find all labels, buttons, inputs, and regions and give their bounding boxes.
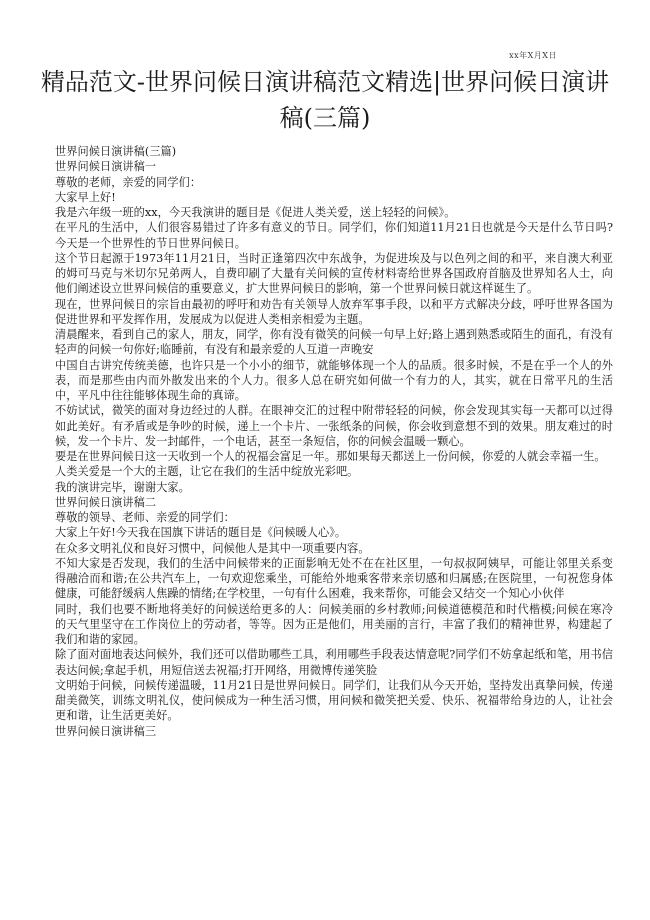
paragraph: 文明始于问候，问候传递温暖，11月21日是世界问候日。同学们，让我们从今天开始，坚持发出真挚问候，传递甜美微笑，训练文明礼仪，使问候成为一种生活习惯，用问候和微笑把关爱、快乐、祝福带给身边的人，让社会更和谐，让生活更美好。 [55,678,613,723]
paragraph: 尊敬的老师，亲爱的同学们： [55,175,202,189]
paragraph: 不妨试试，微笑的面对身边经过的人群。在眼神交汇的过程中附带轻轻的问候，你会发现其实每一天都可以过得如此美好。有矛盾或是争吵的时候，递上一个卡片、一张纸条的问候，你会收到意想不到的效果。朋友难过的时候，发一个卡片、发一封邮件，一个电话，甚至一条短信，你的问候会温暖一颗心。 [55,404,613,448]
document-title: 精品范文-世界问候日演讲稿范文精选|世界问候日演讲稿(三篇) [40,68,610,132]
document-body [55,144,613,739]
paragraph: 世界问候日演讲稿二 [55,495,157,509]
paragraph: 要是在世界问候日这一天收到一个人的祝福会富足一年。那如果每天都送上一份问候，你爱的人就会幸福一生。 [55,450,606,463]
paragraph: 世界问候日演讲稿(三篇) [55,145,177,158]
document-date: xx年X月X日 [509,51,557,60]
paragraph: 我是六年级一班的xx，今天我演讲的题目是《促进人类关爱，送上轻轻的问候》。 [55,206,456,219]
paragraph: 大家上午好!今天我在国旗下讲话的题目是《问候暖人心》。 [55,526,347,540]
paragraph: 大家早上好! [55,190,116,204]
paragraph: 现在，世界问候日的宗旨由最初的呼吁和劝告有关领导人放弃军事手段，以和平方式解决分歧，呼吁世界各国为促进世界和平发挥作用，发展成为以促进人类相亲相爱为主题。 [55,297,613,326]
paragraph: 我的演讲完毕，谢谢大家。 [55,480,190,494]
paragraph: 不知大家是否发现，我们的生活中问候带来的正面影响无处不在在社区里，一句叔叔阿姨早，可能让邻里关系变得融洽而和谐;在公共汽车上，一句欢迎您乘坐，可能给外地乘客带来亲切感和归属感;在医院里，一句祝您身体健康，可能舒缓病人焦躁的情绪;在学校里，一句有什么困难，我来帮你，可能会又结交一个知心小伙伴 [55,556,613,601]
paragraph: 同时，我们也要不断地将美好的问候送给更多的人：问候美丽的乡村教师;问候道德模范和时代楷模;问候在寒冷的天气里坚守在工作岗位上的劳动者，等等。因为正是他们，用美丽的言行，丰富了我们的精神世界，构建起了我们和谐的家园。 [55,602,613,646]
paragraph: 这个节日起源于1973年11月21日，当时正逢第四次中东战争，为促进埃及与以色列之间的和平，来自澳大利亚的姆可马克与米切尔兄弟两人，自费印刷了大量有关问候的宣传材料寄给世界各国政府首脑及世界知名人士，向他们阐述设立世界问候信的重要意义，扩大世界问候日的影响，第一个世界问候日就这样诞生了。 [55,251,613,296]
paragraph: 世界问候日演讲稿一 [55,160,157,174]
paragraph: 世界问候日演讲稿三 [55,724,157,738]
paragraph: 中国自古讲究传统美德，也许只是一个小小的细节，就能够体现一个人的品质。很多时候，不是在乎一个人的外表，而是那些由内而外散发出来的个人力。很多人总在研究如何做一个有力的人，其实，就在日常平凡的生活中，平凡中往往能够体现生命的真谛。 [55,358,613,402]
paragraph: 在平凡的生活中，人们很容易错过了许多有意义的节日。同学们，你们知道11月21日也就是今天是什么节日吗?今天是一个世界性的节日世界问候日。 [55,221,613,250]
paragraph: 人类关爱是一个大的主题，让它在我们的生活中绽放光彩吧。 [55,465,359,479]
paragraph: 在众多文明礼仪和良好习惯中，问候他人是其中一项重要内容。 [55,541,370,555]
paragraph: 尊敬的领导、老师、亲爱的同学们： [55,511,235,524]
paragraph: 除了面对面地表达问候外，我们还可以借助哪些工具，利用哪些手段表达情意呢?同学们不妨拿起纸和笔，用书信表达问候;拿起手机，用短信送去祝福;打开网络，用微博传递笑脸 [55,648,613,677]
paragraph: 清晨醒来，看到自己的家人，朋友，同学，你有没有微笑的问候一句早上好;路上遇到熟悉或陌生的面孔，有没有轻声的问候一句你好;临睡前，有没有和最亲爱的人互道一声晚安 [55,328,613,357]
